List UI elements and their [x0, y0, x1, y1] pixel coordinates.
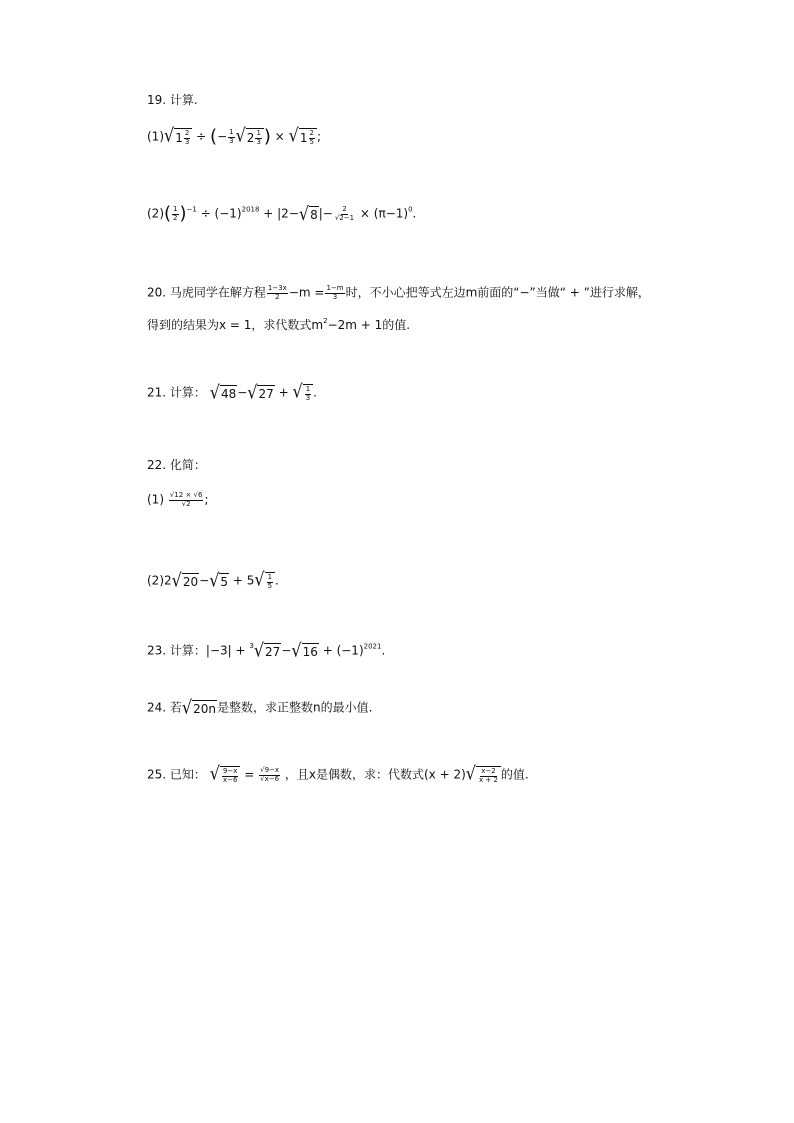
q20-line1: 20. 马虎同学在解方程 $\frac{1-3x}{2}$ −m = $\frac{1-m}{3}$ 时，不小心把等式左边m前面的“−”当做“ + ”进行求解，: [147, 284, 650, 301]
q24: 24. 若 √ 20n 是整数，求正整数n的最小值.: [147, 696, 373, 719]
q19-p1-root3: √ 1 2 5: [289, 128, 317, 146]
q23: 23. 计算：|−3| + 3 √ 27 − √ 16 + $(-1)^{2021}$.: [147, 639, 386, 662]
q19-p1-root1: √ 1 2 3: [164, 128, 192, 146]
q22-title: 22. 化简：: [147, 458, 206, 472]
q25: 25. 已知： √ 9−x x−6 = $\frac{√9-x}{√x-6}$ ，且x是偶数，求：代数式(x + 2) √ x−2 x + 2 的值.: [147, 762, 529, 785]
q21: 21. 计算： √ 48 − √ 27 + √ 1 3 .: [147, 380, 317, 404]
q22-part2: (2)2 √ 20 − √ 5 + 5 √ 1 5 .: [147, 568, 279, 592]
q20-line2: 得到的结果为x = 1，求代数式$m^2-2m + 1$的值.: [147, 317, 411, 332]
q19-part2: (2)( $\frac{1}{2}$ )$^{-1} \div (-1)^{2018} + |2-$ √ 8 |− $\frac{2}{√2-1}$ × $(\pi-1)^0$.: [147, 202, 417, 225]
q22-part1: (1) $\frac{√12 \times √6}{√2}$ ;: [147, 491, 209, 508]
q19-part1: (1) √ 1 2 3 ÷ (− $\frac{1}{3}$ √ 2 1 3 ) × √ 1 2 5 ;: [147, 124, 322, 148]
q19-p1-root2: √ 2 1 3: [236, 128, 264, 146]
q19-title: 19. 计算.: [147, 93, 198, 107]
